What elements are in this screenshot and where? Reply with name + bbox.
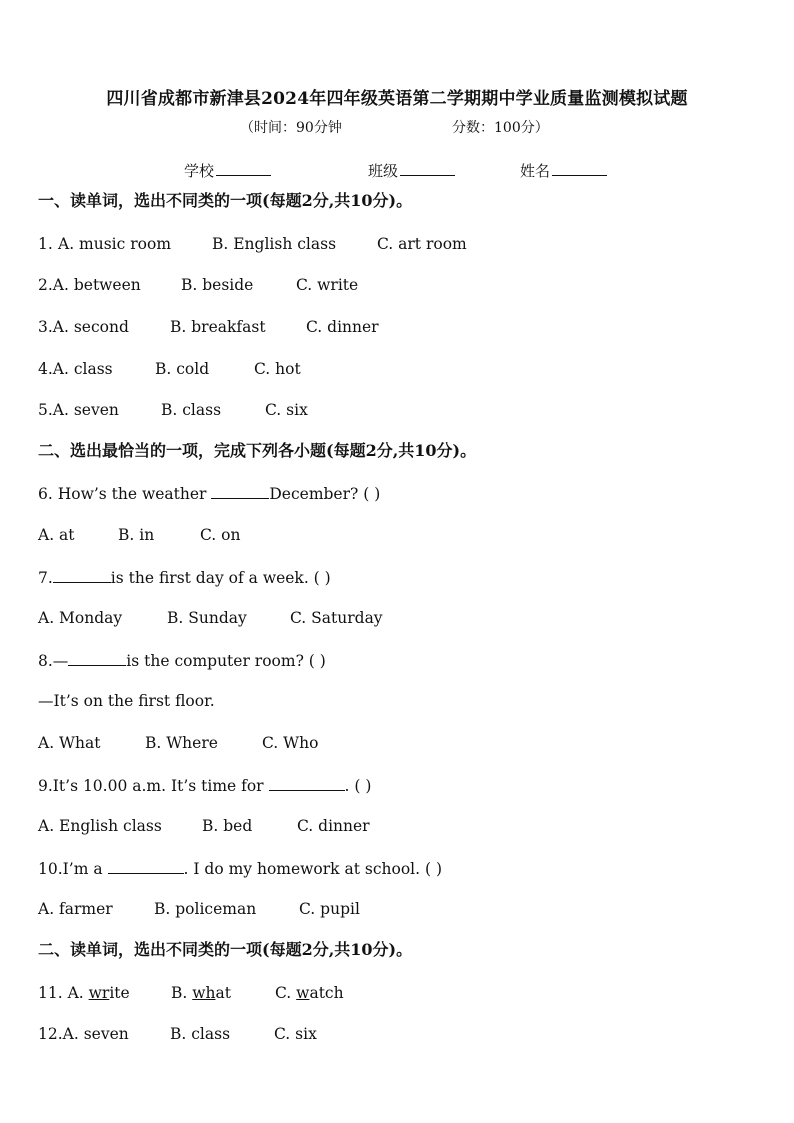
q2-option-b: B. beside [181, 276, 254, 294]
school-field [184, 160, 271, 181]
section1-heading: 一、读单词，选出不同类的一项(每题2分,共10分)。 [38, 191, 413, 210]
class-label: 班级 [368, 162, 399, 180]
q8-option-a: A. What [38, 734, 101, 752]
question-5 [38, 400, 308, 420]
q7-answer-blank[interactable] [53, 567, 111, 583]
name-field [520, 160, 607, 181]
q7-stem-end: is the first day of a week. ( ) [110, 569, 331, 587]
q4-option-c: C. hot [254, 360, 301, 378]
q12-number: 12. [38, 1025, 63, 1043]
q9-stem-start: 9.It’s 10.00 a.m. It’s time for [38, 777, 269, 795]
q11-number: 11. A. [38, 984, 89, 1002]
question-1 [38, 234, 467, 254]
q8-stem-start: 8.— [38, 652, 69, 670]
q3-option-b: B. breakfast [170, 318, 266, 336]
question-6-options [38, 525, 241, 545]
q5-number: 5. [38, 401, 53, 419]
q7-stem-start: 7. [38, 569, 53, 587]
q6-option-a: A. at [38, 526, 75, 544]
q9-option-a: A. English class [38, 817, 162, 835]
q11-option-b [171, 983, 231, 1003]
question-7 [38, 567, 331, 588]
question-10-options [38, 899, 360, 919]
question-9 [38, 775, 371, 796]
q9-option-b: B. bed [202, 817, 253, 835]
exam-score: 分数：100分） [452, 120, 549, 136]
class-field [368, 160, 455, 181]
q10-option-a: A. farmer [38, 900, 113, 918]
q11-option-a-underlined: wr [88, 984, 110, 1002]
q5-option-a: A. seven [52, 401, 119, 419]
q9-stem-end: . ( ) [344, 777, 372, 795]
q9-answer-blank[interactable] [269, 775, 345, 791]
q4-option-a: A. class [52, 360, 113, 378]
q4-number: 4. [38, 360, 53, 378]
question-11 [38, 983, 344, 1003]
question-8-options [38, 733, 319, 753]
q11-option-b-underlined: wh [192, 984, 216, 1002]
school-label: 学校 [184, 162, 215, 180]
q1-number: 1. [38, 235, 53, 253]
class-blank[interactable] [400, 161, 455, 176]
q10-stem-start: 10.I’m a [38, 860, 108, 878]
question-10 [38, 858, 442, 879]
q3-number: 3. [38, 318, 53, 336]
q11-option-c-rest: atch [309, 984, 344, 1002]
q10-option-b: B. policeman [154, 900, 257, 918]
question-4 [38, 359, 301, 379]
q8-option-b: B. Where [145, 734, 218, 752]
q9-option-c: C. dinner [297, 817, 370, 835]
q12-option-b: B. class [170, 1025, 231, 1043]
section2-heading: 二、选出最恰当的一项，完成下列各小题(每题2分,共10分)。 [38, 441, 477, 460]
q2-number: 2. [38, 276, 53, 294]
q12-option-a: A. seven [62, 1025, 129, 1043]
q8-answer-blank[interactable] [68, 650, 126, 666]
q7-option-a: A. Monday [38, 609, 123, 627]
q7-option-c: C. Saturday [290, 609, 383, 627]
q10-answer-blank[interactable] [108, 858, 184, 874]
q1-option-b: B. English class [212, 235, 337, 253]
q2-option-a: A. between [52, 276, 141, 294]
question-3 [38, 317, 379, 337]
name-blank[interactable] [552, 161, 607, 176]
q6-answer-blank[interactable] [211, 483, 269, 499]
q3-option-c: C. dinner [306, 318, 379, 336]
q8-option-c: C. Who [262, 734, 319, 752]
name-label: 姓名 [520, 162, 551, 180]
q6-stem-end: December? ( ) [269, 485, 381, 503]
q11-option-c-underlined: w [296, 984, 310, 1002]
question-8 [38, 650, 326, 671]
q6-option-c: C. on [200, 526, 241, 544]
section3-heading: 二、读单词，选出不同类的一项(每题2分,共10分)。 [38, 940, 413, 959]
q11-option-b-prefix: B. [171, 984, 193, 1002]
q1-option-a: A. music room [58, 235, 172, 253]
q3-option-a: A. second [52, 318, 129, 336]
q11-option-a-rest: ite [109, 984, 130, 1002]
q11-option-c-prefix: C. [275, 984, 297, 1002]
q5-option-b: B. class [161, 401, 222, 419]
question-12 [38, 1024, 317, 1044]
q7-option-b: B. Sunday [167, 609, 247, 627]
q12-option-c: C. six [274, 1025, 317, 1043]
q11-option-c [275, 983, 344, 1003]
question-9-options [38, 816, 370, 836]
q10-option-c: C. pupil [299, 900, 360, 918]
question-8-reply: —It’s on the first floor. [38, 692, 215, 710]
exam-time: （时间：90分钟 [240, 120, 342, 136]
q5-option-c: C. six [265, 401, 308, 419]
question-6 [38, 483, 380, 504]
q6-stem-start: 6. How’s the weather [38, 485, 212, 503]
question-2 [38, 275, 359, 295]
q8-stem-end: is the computer room? ( ) [126, 652, 326, 670]
q6-option-b: B. in [118, 526, 155, 544]
school-blank[interactable] [216, 161, 271, 176]
q2-option-c: C. write [296, 276, 359, 294]
question-7-options [38, 608, 383, 628]
q1-option-c: C. art room [377, 235, 467, 253]
q11-option-b-rest: at [215, 984, 231, 1002]
q10-stem-end: . I do my homework at school. ( ) [183, 860, 442, 878]
q4-option-b: B. cold [155, 360, 210, 378]
exam-title: 四川省成都市新津县2024年四年级英语第二学期期中学业质量监测模拟试题 [106, 89, 688, 109]
